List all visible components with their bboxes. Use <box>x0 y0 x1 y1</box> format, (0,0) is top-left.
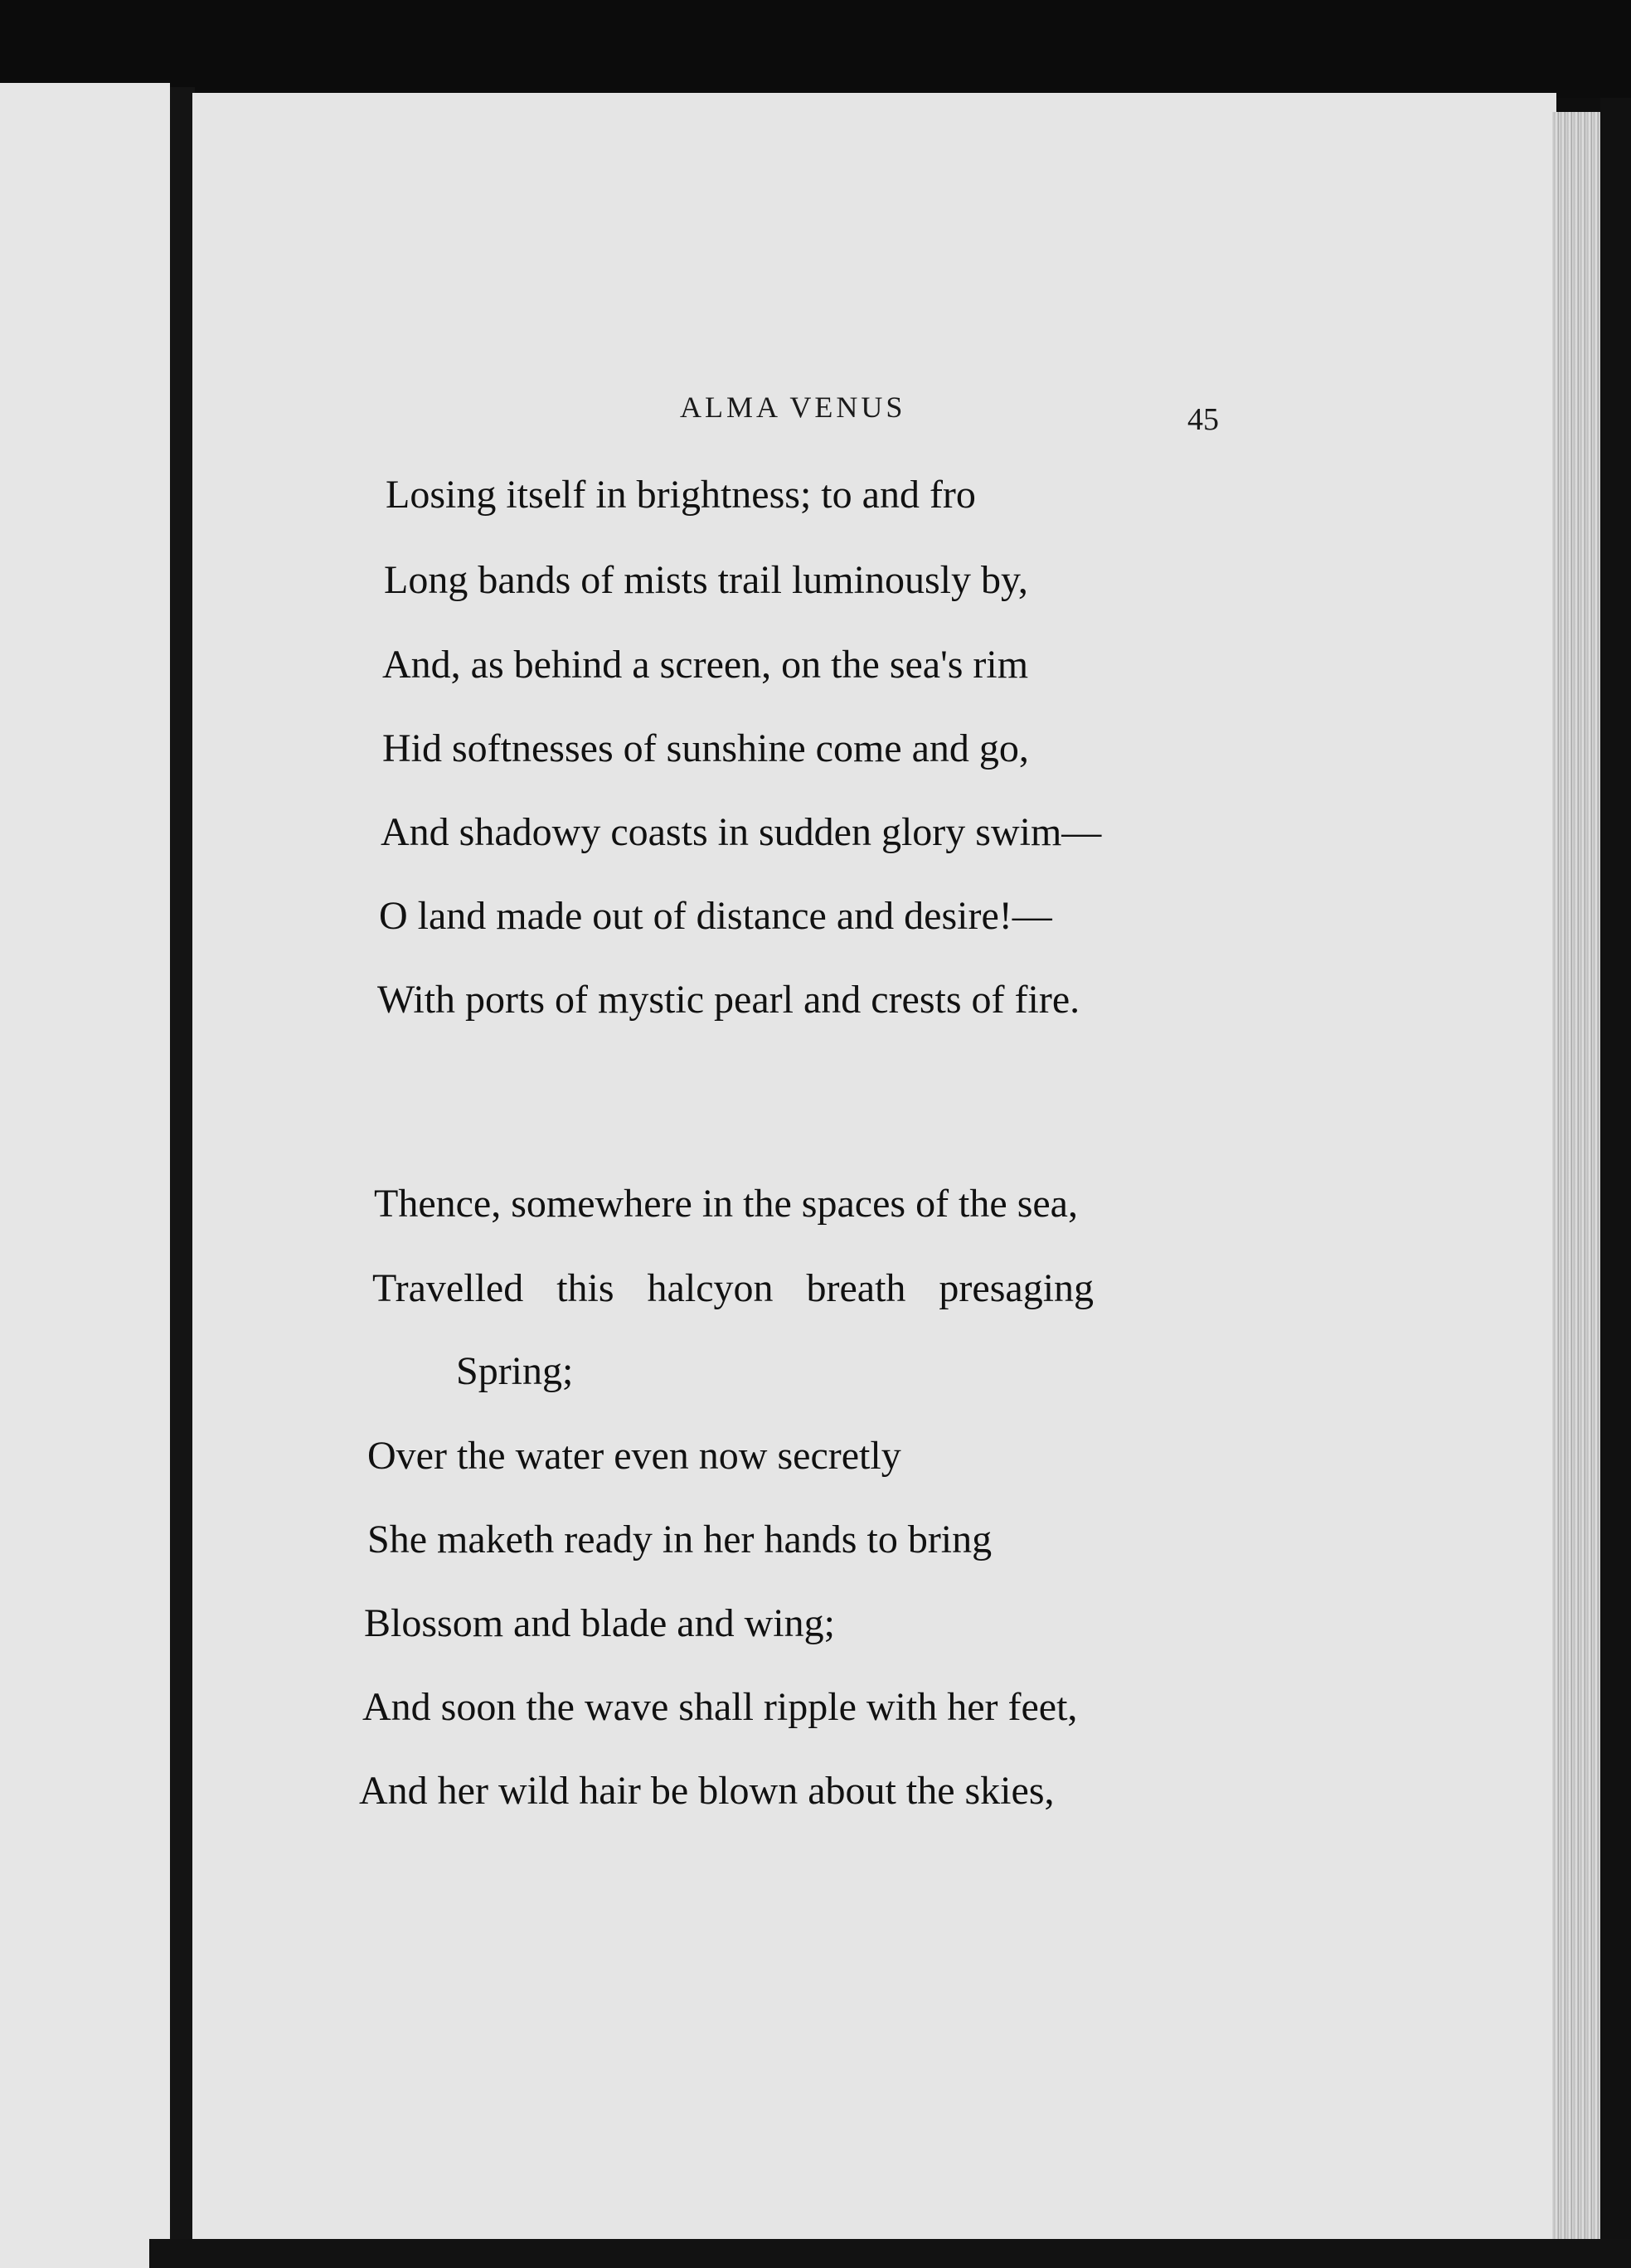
poem-line: Thence, somewhere in the spaces of the sea, <box>374 1182 1078 1226</box>
scan-top-border <box>0 0 1631 98</box>
poem-line: Losing itself in brightness; to and fro <box>386 473 976 517</box>
scan-bottom-border <box>149 2239 1631 2268</box>
poem-line: And soon the wave shall ripple with her feet, <box>362 1685 1078 1729</box>
poem-line-indented: Spring; <box>456 1349 574 1393</box>
page-number: 45 <box>1187 402 1219 437</box>
poem-line: Hid softnesses of sunshine come and go, <box>382 726 1029 770</box>
facing-page-edge <box>0 83 170 2268</box>
poem-line: And shadowy coasts in sudden glory swim— <box>381 810 1102 854</box>
poem-line: And, as behind a screen, on the sea's rim <box>382 643 1029 687</box>
running-title: ALMA VENUS <box>680 391 906 424</box>
poem-line: And her wild hair be blown about the skies, <box>359 1769 1055 1813</box>
poem-line: She maketh ready in her hands to bring <box>367 1518 993 1561</box>
poem-line: O land made out of distance and desire!— <box>379 894 1052 938</box>
poem-line: Travelled this halcyon breath presaging <box>372 1266 1095 1310</box>
scan-right-border <box>1600 98 1631 2268</box>
book-gutter <box>170 87 195 2268</box>
poem-line: With ports of mystic pearl and crests of fire. <box>377 978 1080 1022</box>
poem-line: Over the water even now secretly <box>367 1434 901 1478</box>
poem-line: Long bands of mists trail luminously by, <box>384 558 1028 602</box>
poem-line: Blossom and blade and wing; <box>364 1601 835 1645</box>
page-edge-stack <box>1552 112 1602 2268</box>
